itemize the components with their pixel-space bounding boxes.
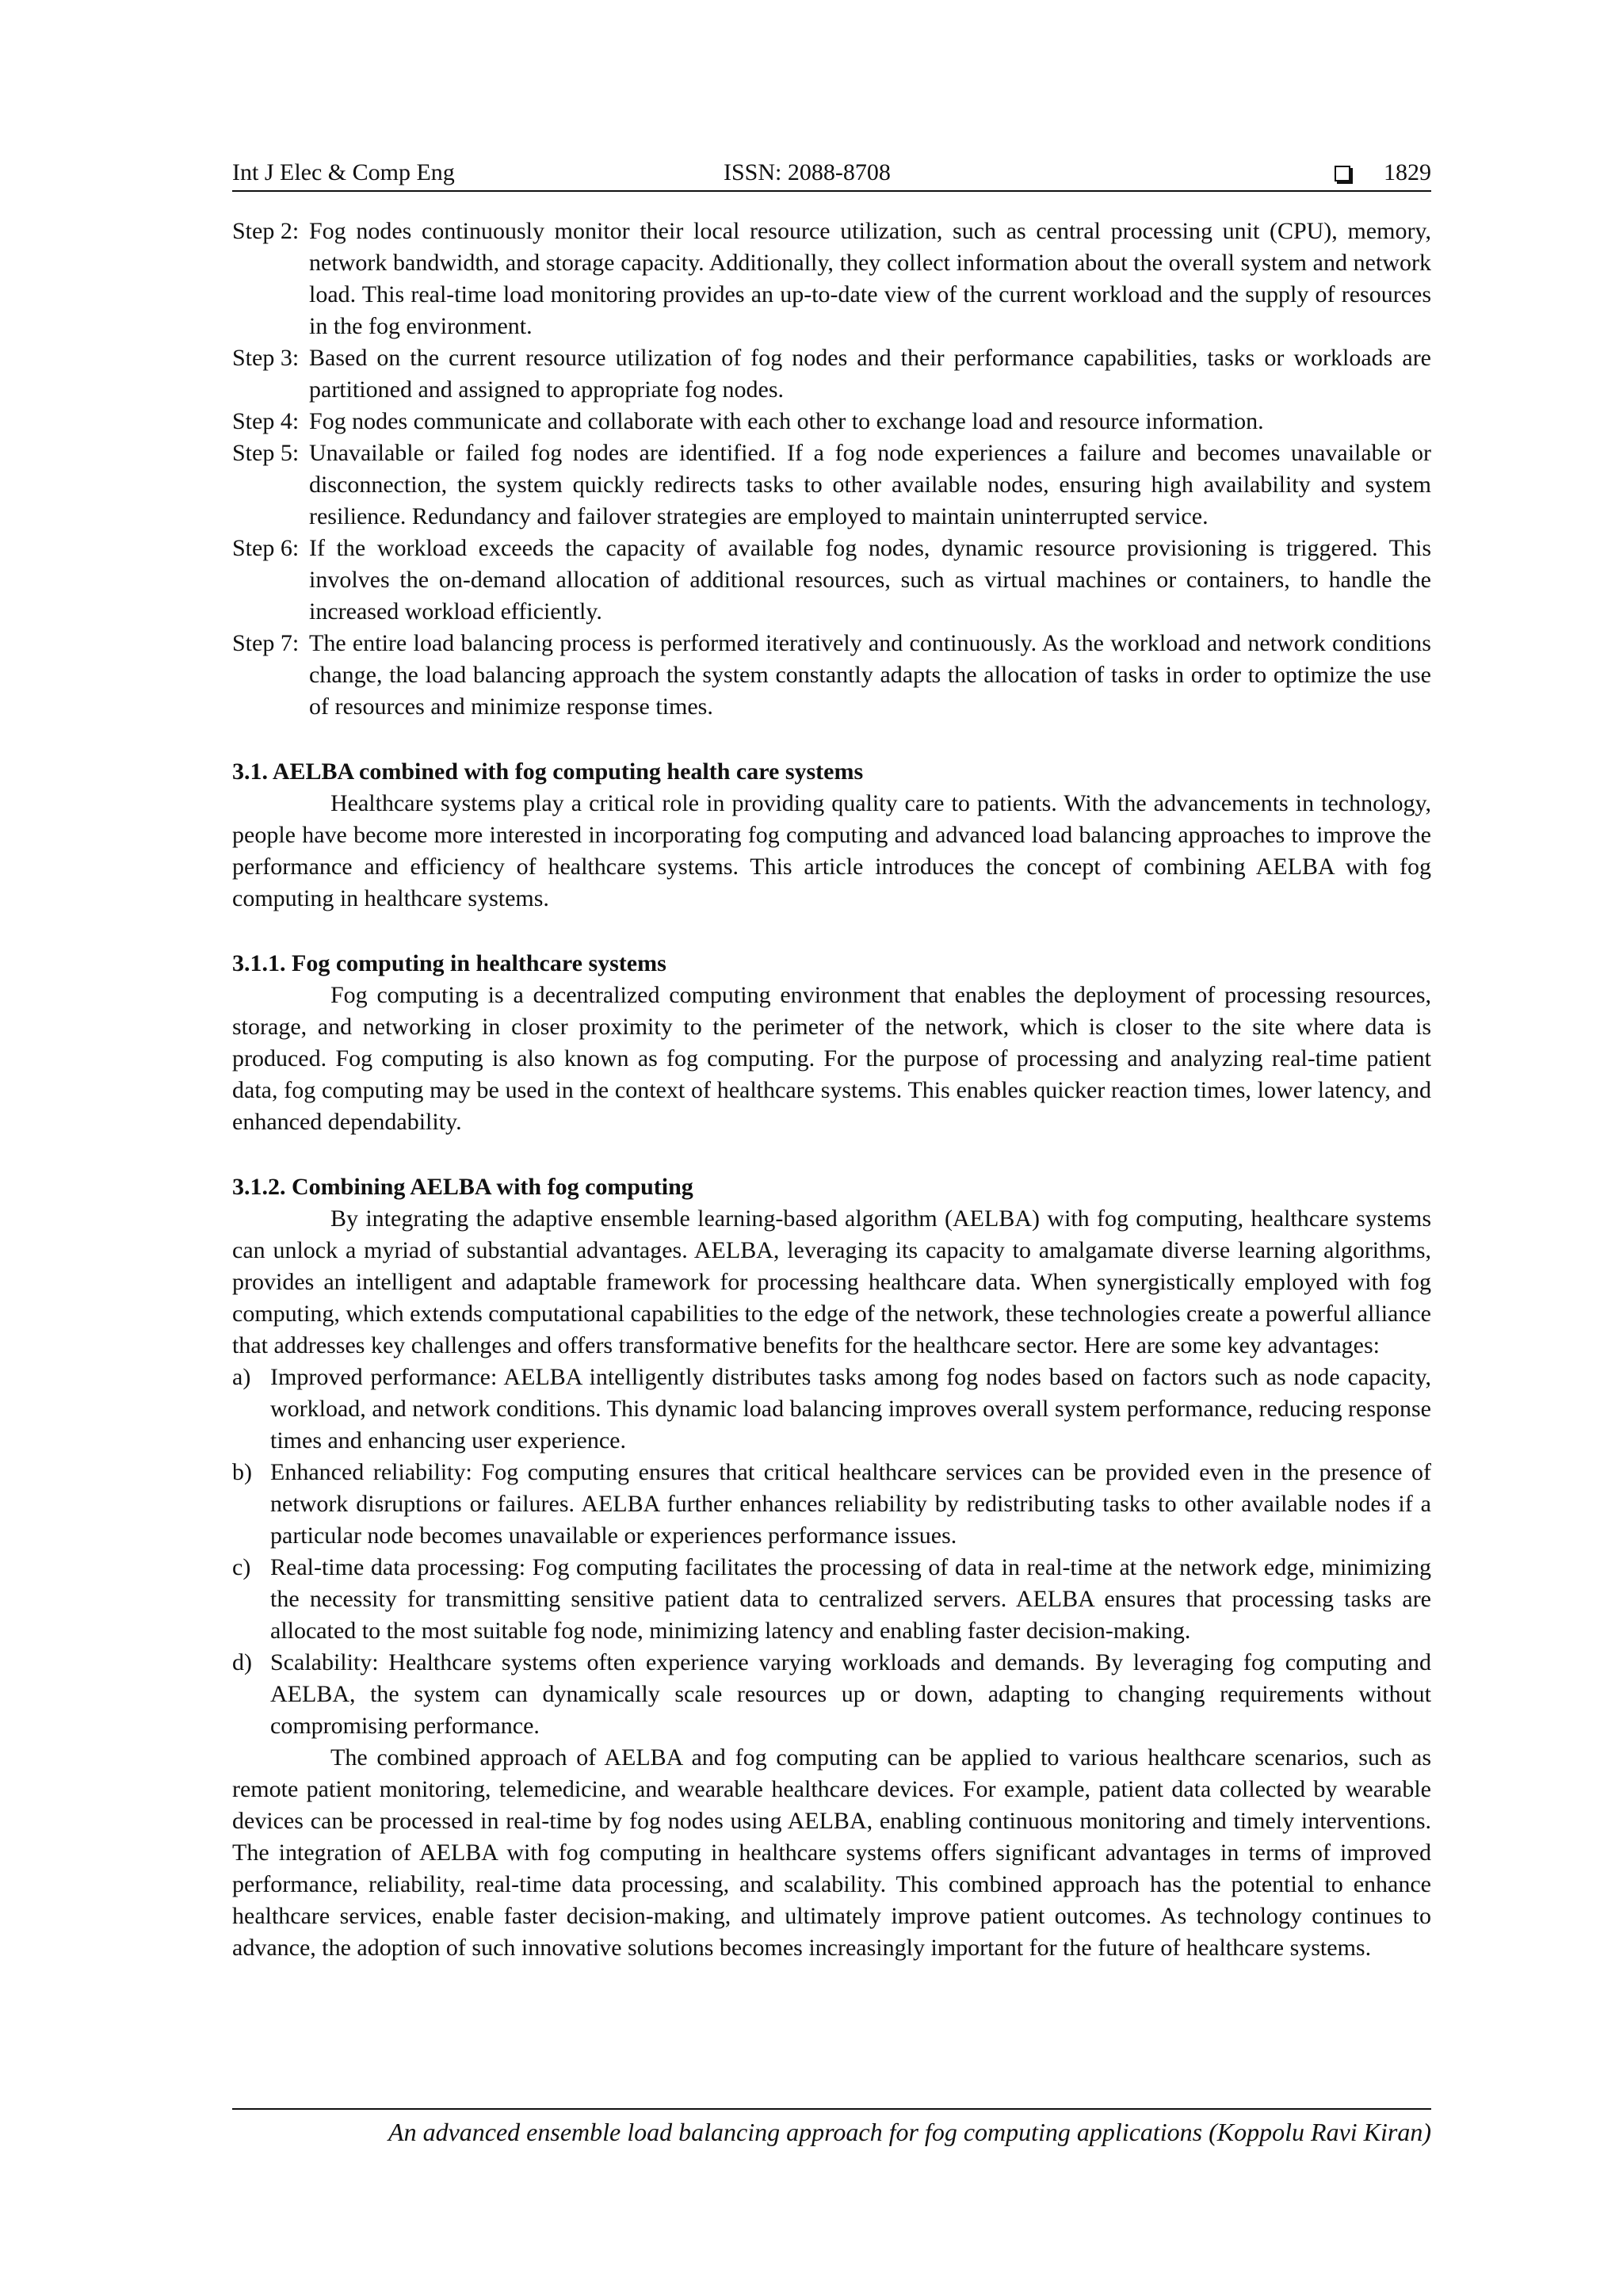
- list-item: [232, 1457, 1431, 1552]
- list-item: [232, 1647, 1431, 1742]
- section-paragraph: Fog computing is a decentralized computing environment that enables the deployment of processing resources, storage, and networking in closer proximity to the perimeter of the network, which is closer to the site where data is produced. Fog computing is also known as fog computing. For the purpose of processing and analyzing real-time patient data, fog computing may be used in the context of healthcare systems. This enables quicker reaction times, lower latency, and enhanced dependability.: [232, 982, 1431, 1135]
- step-label: Step 2:: [232, 218, 300, 244]
- step-text: Unavailable or failed fog nodes are identified. If a fog node experiences a failure and becomes unavailable or disconnection, the system quickly redirects tasks to other available nodes, ensuring high availability and system resilience. Redundancy and failover strategies are employed to maintain uninterrupted service.: [309, 440, 1431, 529]
- list-item: [232, 1552, 1431, 1647]
- step-text: Fog nodes continuously monitor their local resource utilization, such as central processing unit (CPU), memory, network bandwidth, and storage capacity. Additionally, they collect information about the overall system and network load. This real-time load monitoring provides an up-to-date view of the current workload and the supply of resources in the fog environment.: [309, 218, 1431, 339]
- list-item: [232, 1362, 1431, 1457]
- step-item: [232, 628, 1431, 723]
- step-label: Step 3:: [232, 345, 300, 371]
- section-paragraph: Healthcare systems play a critical role in providing quality care to patients. With the advancements in technology, people have become more interested in incorporating fog computing and advanced load balancing approaches to improve the performance and efficiency of healthcare systems. This article introduces the concept of combining AELBA with fog computing in healthcare systems.: [232, 790, 1431, 911]
- page-number: 1829: [1384, 159, 1431, 185]
- list-text: Scalability: Healthcare systems often experience varying workloads and demands. By leveraging fog computing and AELBA, the system can dynamically scale resources up or down, adapting to changing requirements without compromising performance.: [270, 1649, 1431, 1739]
- journal-name: Int J Elec & Comp Eng: [232, 159, 455, 185]
- step-item: [232, 216, 1431, 342]
- page-number-group: [1335, 155, 1431, 190]
- step-label: Step 5:: [232, 440, 300, 466]
- list-label: d): [232, 1649, 252, 1675]
- section-heading: 3.1.2. Combining AELBA with fog computing: [232, 1174, 693, 1200]
- list-text: Enhanced reliability: Fog computing ensures that critical healthcare services can be provided even in the presence of network disruptions or failures. AELBA further enhances reliability by redistributing tasks to other available nodes if a particular node becomes unavailable or experiences performance issues.: [270, 1459, 1431, 1549]
- list-label: a): [232, 1364, 251, 1390]
- step-item: [232, 342, 1431, 406]
- list-text: Real-time data processing: Fog computing facilitates the processing of data in real-time at the network edge, minimizing the necessity for transmitting sensitive patient data to centralized servers. AELBA ensures that processing tasks are allocated to the most suitable fog node, minimizing latency and enabling faster decision-making.: [270, 1554, 1431, 1644]
- step-label: Step 7:: [232, 630, 300, 656]
- step-text: Based on the current resource utilization of fog nodes and their performance capabilities, tasks or workloads are partitioned and assigned to appropriate fog nodes.: [309, 345, 1431, 403]
- section-heading: 3.1. AELBA combined with fog computing health care systems: [232, 758, 864, 785]
- step-text: Fog nodes communicate and collaborate with each other to exchange load and resource information.: [309, 408, 1264, 434]
- running-header: [232, 155, 1431, 192]
- list-text: Improved performance: AELBA intelligently distributes tasks among fog nodes based on factors such as node capacity, workload, and network conditions. This dynamic load balancing improves overall system performance, reducing response times and enhancing user experience.: [270, 1364, 1431, 1454]
- running-footer: An advanced ensemble load balancing approach for fog computing applications (Koppolu Ravi Kiran): [232, 2108, 1431, 2148]
- step-item: [232, 533, 1431, 628]
- closing-paragraph: The combined approach of AELBA and fog computing can be applied to various healthcare scenarios, such as remote patient monitoring, telemedicine, and wearable healthcare devices. For example, patient data collected by wearable devices can be processed in real-time by fog nodes using AELBA, enabling continuous monitoring and timely interventions. The integration of AELBA with fog computing in healthcare systems offers significant advantages in terms of improved performance, reliability, real-time data processing, and scalability. This combined approach has the potential to enhance healthcare services, enable faster decision-making, and ultimately improve patient outcomes. As technology continues to advance, the adoption of such innovative solutions becomes increasingly important for the future of healthcare systems.: [232, 1744, 1431, 1961]
- step-text: If the workload exceeds the capacity of available fog nodes, dynamic resource provisioning is triggered. This involves the on-demand allocation of additional resources, such as virtual machines or containers, to handle the increased workload efficiently.: [309, 535, 1431, 625]
- step-item: [232, 406, 1431, 437]
- section-3-1-2: [232, 1171, 1431, 1964]
- section-paragraph: By integrating the adaptive ensemble learning-based algorithm (AELBA) with fog computing, healthcare systems can unlock a myriad of substantial advantages. AELBA, leveraging its capacity to amalgamate diverse learning algorithms, provides an intelligent and adaptable framework for processing healthcare data. When synergistically employed with fog computing, which extends computational capabilities to the edge of the network, these technologies create a powerful alliance that addresses key challenges and offers transformative benefits for the healthcare sector. Here are some key advantages:: [232, 1205, 1431, 1358]
- step-label: Step 4:: [232, 408, 300, 434]
- section-3-1-1: [232, 948, 1431, 1138]
- step-item: [232, 437, 1431, 533]
- square-icon: [1335, 166, 1350, 181]
- list-label: c): [232, 1554, 251, 1580]
- step-text: The entire load balancing process is performed iteratively and continuously. As the workload and network conditions change, the load balancing approach the system constantly adapts the allocation of tasks in order to optimize the use of resources and minimize response times.: [309, 630, 1431, 720]
- issn: ISSN: 2088-8708: [724, 159, 891, 185]
- list-label: b): [232, 1459, 252, 1485]
- section-heading: 3.1.1. Fog computing in healthcare systems: [232, 950, 666, 976]
- section-3-1: [232, 756, 1431, 915]
- step-label: Step 6:: [232, 535, 300, 561]
- page: [232, 155, 1431, 1964]
- main-content: [232, 216, 1431, 1964]
